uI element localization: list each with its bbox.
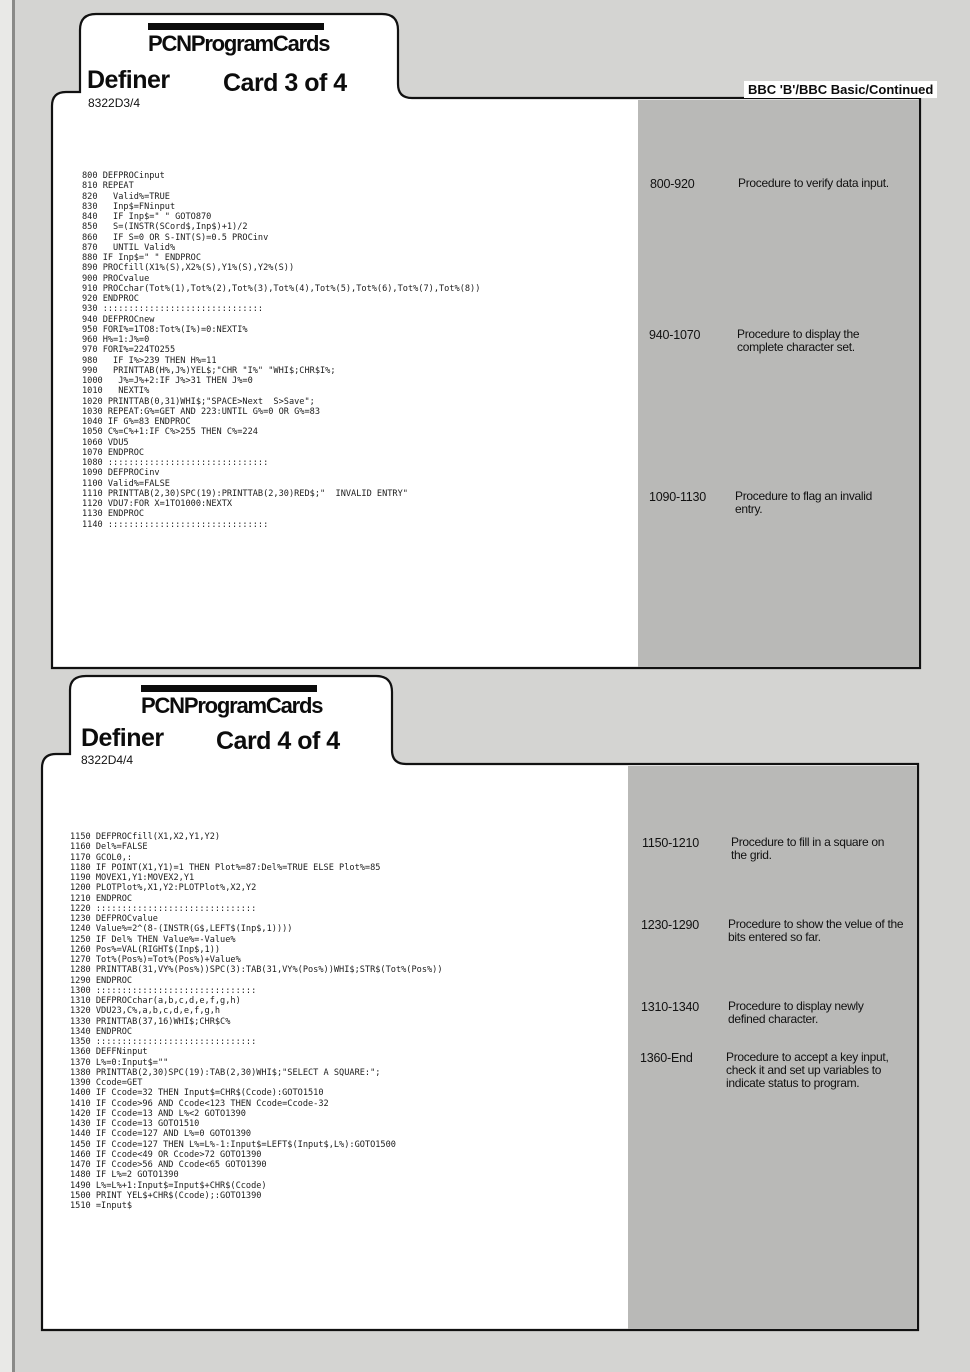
code-line: 1010 NEXTI% — [82, 386, 150, 397]
code-line: 1190 MOVEX1,Y1:MOVEX2,Y1 — [70, 873, 195, 883]
code-line: 870 UNTIL Valid% — [82, 242, 176, 253]
note-text: Procedure to show the velue of the bits entered so far. — [728, 917, 904, 944]
code-line: 1130 ENDPROC — [82, 509, 145, 520]
code-line: 1420 IF Ccode=13 AND L%<2 GOTO1390 — [70, 1108, 246, 1119]
code-line: 1450 IF Ccode=127 THEN L%=L%-1:Input$=LEFT$(Input$,L%):GOTO1500 — [70, 1139, 396, 1150]
code-line: 930 ::::::::::::::::::::::::::::::: — [82, 304, 264, 315]
code-line: 1110 PRINTTAB(2,30)SPC(19):PRINTTAB(2,30)RED$;" INVALID ENTRY" — [82, 488, 408, 499]
code-line: 830 Inp$=FNinput — [82, 201, 176, 212]
note-range: 1310-1340 — [641, 1000, 699, 1014]
code-line: 1060 VDU5 — [82, 437, 129, 448]
code-line: 950 FORI%=1TO8:Tot%(I%)=0:NEXTI% — [82, 324, 248, 335]
note-text: Procedure to accept a key input, check it and set up variables to indicate status to program. — [726, 1050, 889, 1090]
code-line: 1020 PRINTTAB(0,31)WHI$;"SPACE>Next S>Save"; — [82, 396, 315, 407]
card-3-title: Definer — [87, 66, 170, 94]
code-line: 1310 DEFPROCchar(a,b,c,d,e,f,g,h) — [70, 996, 241, 1006]
code-line: 990 PRINTTAB(H%,J%)YEL$;"CHR "I%" "WHI$;CHR$I%; — [82, 365, 336, 376]
card-4-number: Card 4 of 4 — [216, 727, 340, 755]
note-range: 1090-1130 — [649, 490, 707, 504]
code-line: 1490 L%=L%+1:Input$=Input$+CHR$(Ccode) — [70, 1180, 267, 1191]
code-line: 1390 Ccode=GET — [70, 1078, 143, 1088]
code-line: 940 DEFPROCnew — [82, 314, 155, 325]
program-card-4 — [0, 672, 970, 1372]
code-line: 890 PROCfill(X1%(S),X2%(S),Y1%(S),Y2%(S)) — [82, 263, 295, 274]
note-range: 800-920 — [650, 177, 695, 191]
code-line: 1360 DEFFNinput — [70, 1047, 148, 1058]
code-line: 1030 REPEAT:G%=GET AND 223:UNTIL G%=0 OR G%=83 — [82, 406, 320, 417]
note-text: Procedure to display the complete character set. — [737, 327, 860, 354]
code-line: 1170 GCOL0,: — [70, 852, 133, 863]
code-line: 1230 DEFPROCvalue — [70, 914, 158, 924]
code-line: 1380 PRINTTAB(2,30)SPC(19):TAB(2,30)WHI$;"SELECT A SQUARE:"; — [70, 1067, 381, 1078]
code-line: 1000 J%=J%+2:IF J%>31 THEN J%=0 — [82, 376, 253, 386]
code-line: 1250 IF Del% THEN Value%=-Value% — [70, 934, 236, 945]
card-4-code: 8322D4/4 — [81, 753, 134, 767]
code-line: 1050 C%=C%+1:IF C%>255 THEN C%=224 — [82, 427, 258, 438]
code-line: 1340 ENDPROC — [70, 1026, 133, 1037]
code-line: 1430 IF Ccode=13 GOTO1510 — [70, 1119, 200, 1129]
code-line: 1080 ::::::::::::::::::::::::::::::: — [82, 458, 269, 468]
code-line: 1200 PLOTPlot%,X1,Y2:PLOTPlot%,X2,Y2 — [70, 883, 257, 894]
card-4-brand-logo: PCNProgramCards — [141, 693, 323, 718]
code-line: 1210 ENDPROC — [70, 893, 133, 904]
note-text: Procedure to fill in a square on the grid. — [731, 835, 885, 862]
note-text: Procedure to flag an invalid entry. — [735, 489, 873, 516]
code-line: 1280 PRINTTAB(31,VY%(Pos%))SPC(3):TAB(31,VY%(Pos%))WHI$;STR$(Tot%(Pos%)) — [70, 965, 443, 976]
code-line: 1500 PRINT YEL$+CHR$(Ccode);:GOTO1390 — [70, 1190, 262, 1201]
code-line: 970 FORI%=224TO255 — [82, 345, 176, 356]
code-line: 1480 IF L%=2 GOTO1390 — [70, 1170, 179, 1181]
code-line: 860 IF S=0 OR S-INT(S)=0.5 PROCinv — [82, 232, 269, 243]
code-line: 1300 ::::::::::::::::::::::::::::::: — [70, 985, 257, 996]
card-3-code: 8322D3/4 — [88, 96, 141, 110]
code-line: 1290 ENDPROC — [70, 975, 133, 986]
note-text: Procedure to verify data input. — [738, 176, 889, 190]
code-line: 1440 IF Ccode=127 AND L%=0 GOTO1390 — [70, 1129, 252, 1140]
code-line: 1160 Del%=FALSE — [70, 842, 148, 853]
code-line: 1350 ::::::::::::::::::::::::::::::: — [70, 1037, 257, 1047]
code-line: 1270 Tot%(Pos%)=Tot%(Pos%)+Value% — [70, 955, 241, 965]
code-line: 1040 IF G%=83 ENDPROC — [82, 417, 191, 427]
code-line: 1260 Pos%=VAL(RIGHT$(Inp$,1)) — [70, 944, 221, 955]
code-line: 920 ENDPROC — [82, 294, 139, 304]
code-line: 1460 IF Ccode<49 OR Ccode>72 GOTO1390 — [70, 1149, 262, 1160]
note-range: 1360-End — [640, 1051, 693, 1065]
code-line: 980 IF I%>239 THEN H%=11 — [82, 355, 217, 366]
code-line: 1100 Valid%=FALSE — [82, 478, 170, 489]
card-3-brand-logo: PCNProgramCards — [148, 31, 330, 56]
note-range: 1150-1210 — [642, 836, 700, 850]
note-range: 940-1070 — [649, 328, 701, 342]
code-line: 1400 IF Ccode=32 THEN Input$=CHR$(Ccode):GOTO1510 — [70, 1088, 324, 1099]
code-line: 880 IF Inp$=" " ENDPROC — [82, 253, 201, 263]
code-line: 900 PROCvalue — [82, 273, 150, 284]
card-4-logo-bar — [141, 685, 317, 692]
code-line: 1320 VDU23,C%,a,b,c,d,e,f,g,h — [70, 1006, 221, 1017]
code-line: 1410 IF Ccode>96 AND Ccode<123 THEN Ccode=Ccode-32 — [70, 1098, 329, 1109]
note-text: Procedure to display newly defined character. — [728, 999, 864, 1026]
code-line: 960 H%=1:J%=0 — [82, 335, 150, 345]
code-line: 1240 Value%=2^(8-(INSTR(G$,LEFT$(Inp$,1)))) — [70, 924, 293, 935]
note-range: 1230-1290 — [641, 918, 699, 932]
program-card-3 — [0, 0, 970, 680]
card-3-number: Card 3 of 4 — [223, 69, 347, 97]
code-line: 840 IF Inp$=" " GOTO870 — [82, 212, 212, 222]
code-line: 1370 L%=0:Input$="" — [70, 1057, 169, 1068]
code-line: 1180 IF POINT(X1,Y1)=1 THEN Plot%=87:Del%=TRUE ELSE Plot%=85 — [70, 862, 381, 873]
code-line: 1120 VDU7:FOR X=1TO1000:NEXTX — [82, 499, 233, 509]
card-3-logo-bar — [148, 23, 324, 30]
code-line: 1070 ENDPROC — [82, 447, 145, 458]
card-4-title: Definer — [81, 724, 164, 752]
code-line: 1330 PRINTTAB(37,16)WHI$;CHR$C% — [70, 1016, 231, 1027]
code-line: 1510 =Input$ — [70, 1201, 133, 1211]
code-line: 850 S=(INSTR(SCord$,Inp$)+1)/2 — [82, 222, 248, 233]
card-3-code-listing — [82, 171, 480, 530]
card-3-system-label: BBC 'B'/BBC Basic/Continued — [744, 81, 937, 98]
code-line: 810 REPEAT — [82, 181, 134, 192]
code-line: 1220 ::::::::::::::::::::::::::::::: — [70, 903, 257, 914]
card-4-code-listing — [70, 832, 443, 1211]
code-line: 910 PROCchar(Tot%(1),Tot%(2),Tot%(3),Tot%(4),Tot%(5),Tot%(6),Tot%(7),Tot%(8)) — [82, 283, 481, 294]
code-line: 1140 ::::::::::::::::::::::::::::::: — [82, 519, 269, 530]
code-line: 800 DEFPROCinput — [82, 171, 165, 181]
code-line: 820 Valid%=TRUE — [82, 191, 170, 202]
code-line: 1090 DEFPROCinv — [82, 468, 160, 479]
code-line: 1470 IF Ccode>56 AND Ccode<65 GOTO1390 — [70, 1160, 267, 1170]
code-line: 1150 DEFPROCfill(X1,X2,Y1,Y2) — [70, 832, 221, 842]
